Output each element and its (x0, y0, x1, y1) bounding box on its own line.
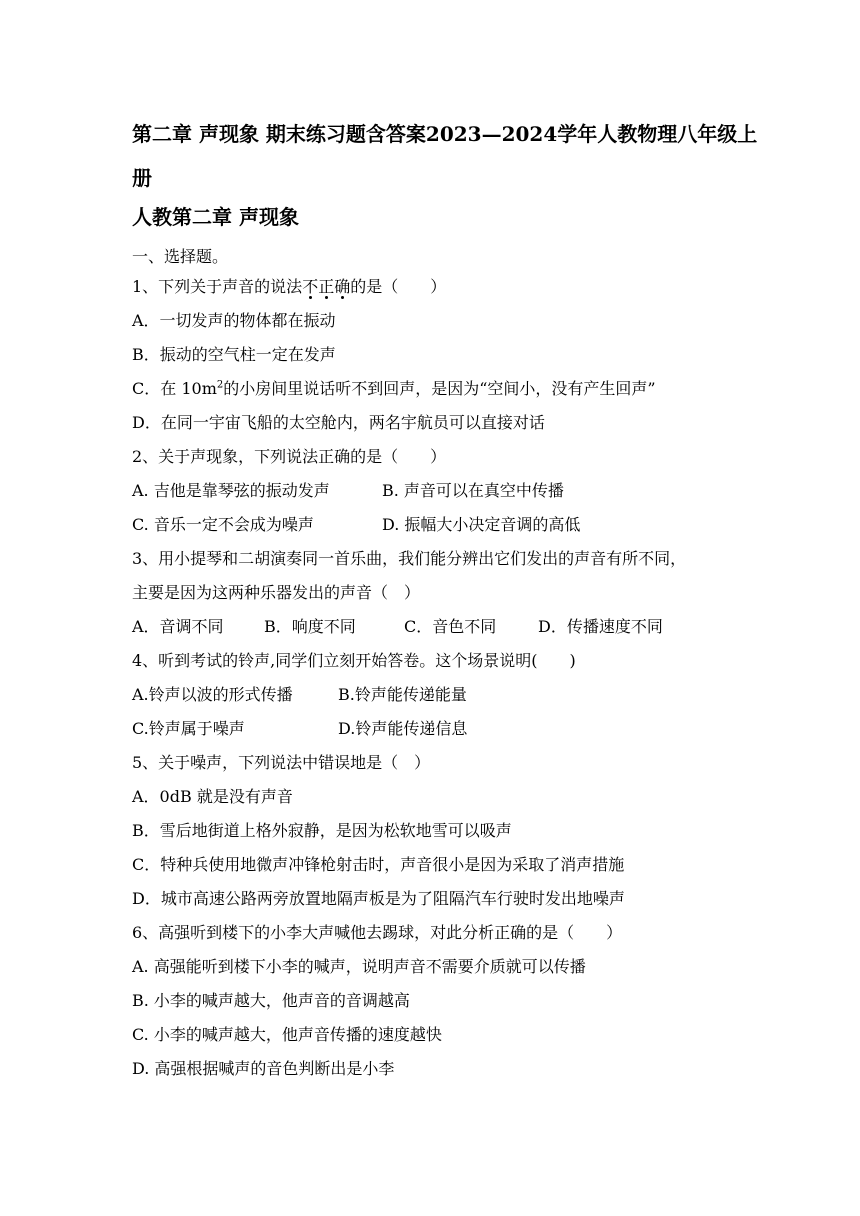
question-3-stem-line-1: 3、用小提琴和二胡演奏同一首乐曲，我们能分辨出它们发出的声音有所不同， (132, 549, 687, 568)
question-5-option-b: B．雪后地街道上格外寂静，是因为松软地雪可以吸声 (132, 821, 512, 840)
question-4-option-d: D.铃声能传递信息 (338, 719, 468, 738)
question-4-option-a: A.铃声以波的形式传播 (132, 685, 293, 704)
question-2-option-a: A. 吉他是靠琴弦的振动发声 (132, 481, 330, 500)
question-1-option-c (132, 372, 752, 406)
emphasis-char: 不 (302, 277, 319, 296)
question-6-stem: 6、高强听到楼下的小李大声喊他去踢球，对此分析正确的是（ ） (132, 923, 623, 942)
question-1-stem (132, 270, 752, 304)
question-2-stem: 2、关于声现象，下列说法正确的是（ ） (132, 447, 447, 466)
question-6-option-c: C. 小李的喊声越大，他声音传播的速度越快 (132, 1025, 442, 1044)
question-6-option-b: B. 小李的喊声越大，他声音的音调越高 (132, 991, 410, 1010)
question-1-option-a: A．一切发声的物体都在振动 (132, 311, 336, 330)
question-2-option-b: B. 声音可以在真空中传播 (382, 481, 564, 500)
question-2-options-ab (132, 474, 752, 508)
question-4-stem: 4、听到考试的铃声,同学们立刻开始答卷。这个场景说明( ) (132, 651, 576, 670)
emphasis-char: 正 (318, 277, 335, 296)
question-1-option-c-end: 的小房间里说话听不到回声，是因为“空间小，没有产生回声” (223, 379, 656, 398)
section-heading: 一、选择题。 (132, 247, 229, 266)
question-3-option-b: B．响度不同 (264, 617, 356, 636)
question-5-option-c: C．特种兵使用地微声冲锋枪射击时，声音很小是因为采取了消声措施 (132, 855, 625, 874)
question-4-option-c: C.铃声属于噪声 (132, 719, 245, 738)
document-title: 第二章 声现象 期末练习题含答案2023—2024学年人教物理八年级上册 (132, 122, 758, 190)
question-1-stem-start: 1、下列关于声音的说法 (132, 277, 303, 296)
question-6-option-d: D. 高强根据喊声的音色判断出是小李 (132, 1059, 395, 1078)
question-1-option-c-start: C．在 10m (132, 379, 217, 398)
question-3-stem-line-2: 主要是因为这两种乐器发出的声音（ ） (132, 583, 421, 602)
superscript: 2 (216, 379, 224, 391)
question-3-option-a: A．音调不同 (132, 617, 224, 636)
question-4-option-b: B.铃声能传递能量 (338, 685, 467, 704)
question-1-option-d: D．在同一宇宙飞船的太空舱内，两名宇航员可以直接对话 (132, 413, 545, 432)
question-2-options-cd (132, 508, 752, 542)
question-5-option-a: A．0dB 就是没有声音 (132, 787, 293, 806)
question-2-option-c: C. 音乐一定不会成为噪声 (132, 515, 314, 534)
question-1-stem-end: 的是（ ） (350, 277, 447, 296)
question-3-option-c: C．音色不同 (404, 617, 497, 636)
question-3-option-d: D．传播速度不同 (538, 617, 663, 636)
question-2-option-d: D. 振幅大小决定音调的高低 (382, 515, 581, 534)
question-list (132, 244, 752, 1086)
question-6-option-a: A. 高强能听到楼下小李的喊声，说明声音不需要介质就可以传播 (132, 957, 586, 976)
chapter-subtitle: 人教第二章 声现象 (132, 205, 299, 229)
question-5-option-d: D．城市高速公路两旁放置地隔声板是为了阻隔汽车行驶时发出地噪声 (132, 889, 625, 908)
question-3-options (132, 610, 752, 644)
emphasis-char: 确 (334, 277, 351, 296)
question-5-stem: 5、关于噪声，下列说法中错误地是（ ） (132, 753, 431, 772)
question-1-option-b: B．振动的空气柱一定在发声 (132, 345, 336, 364)
question-4-options-ab (132, 678, 752, 712)
question-4-options-cd (132, 712, 752, 746)
